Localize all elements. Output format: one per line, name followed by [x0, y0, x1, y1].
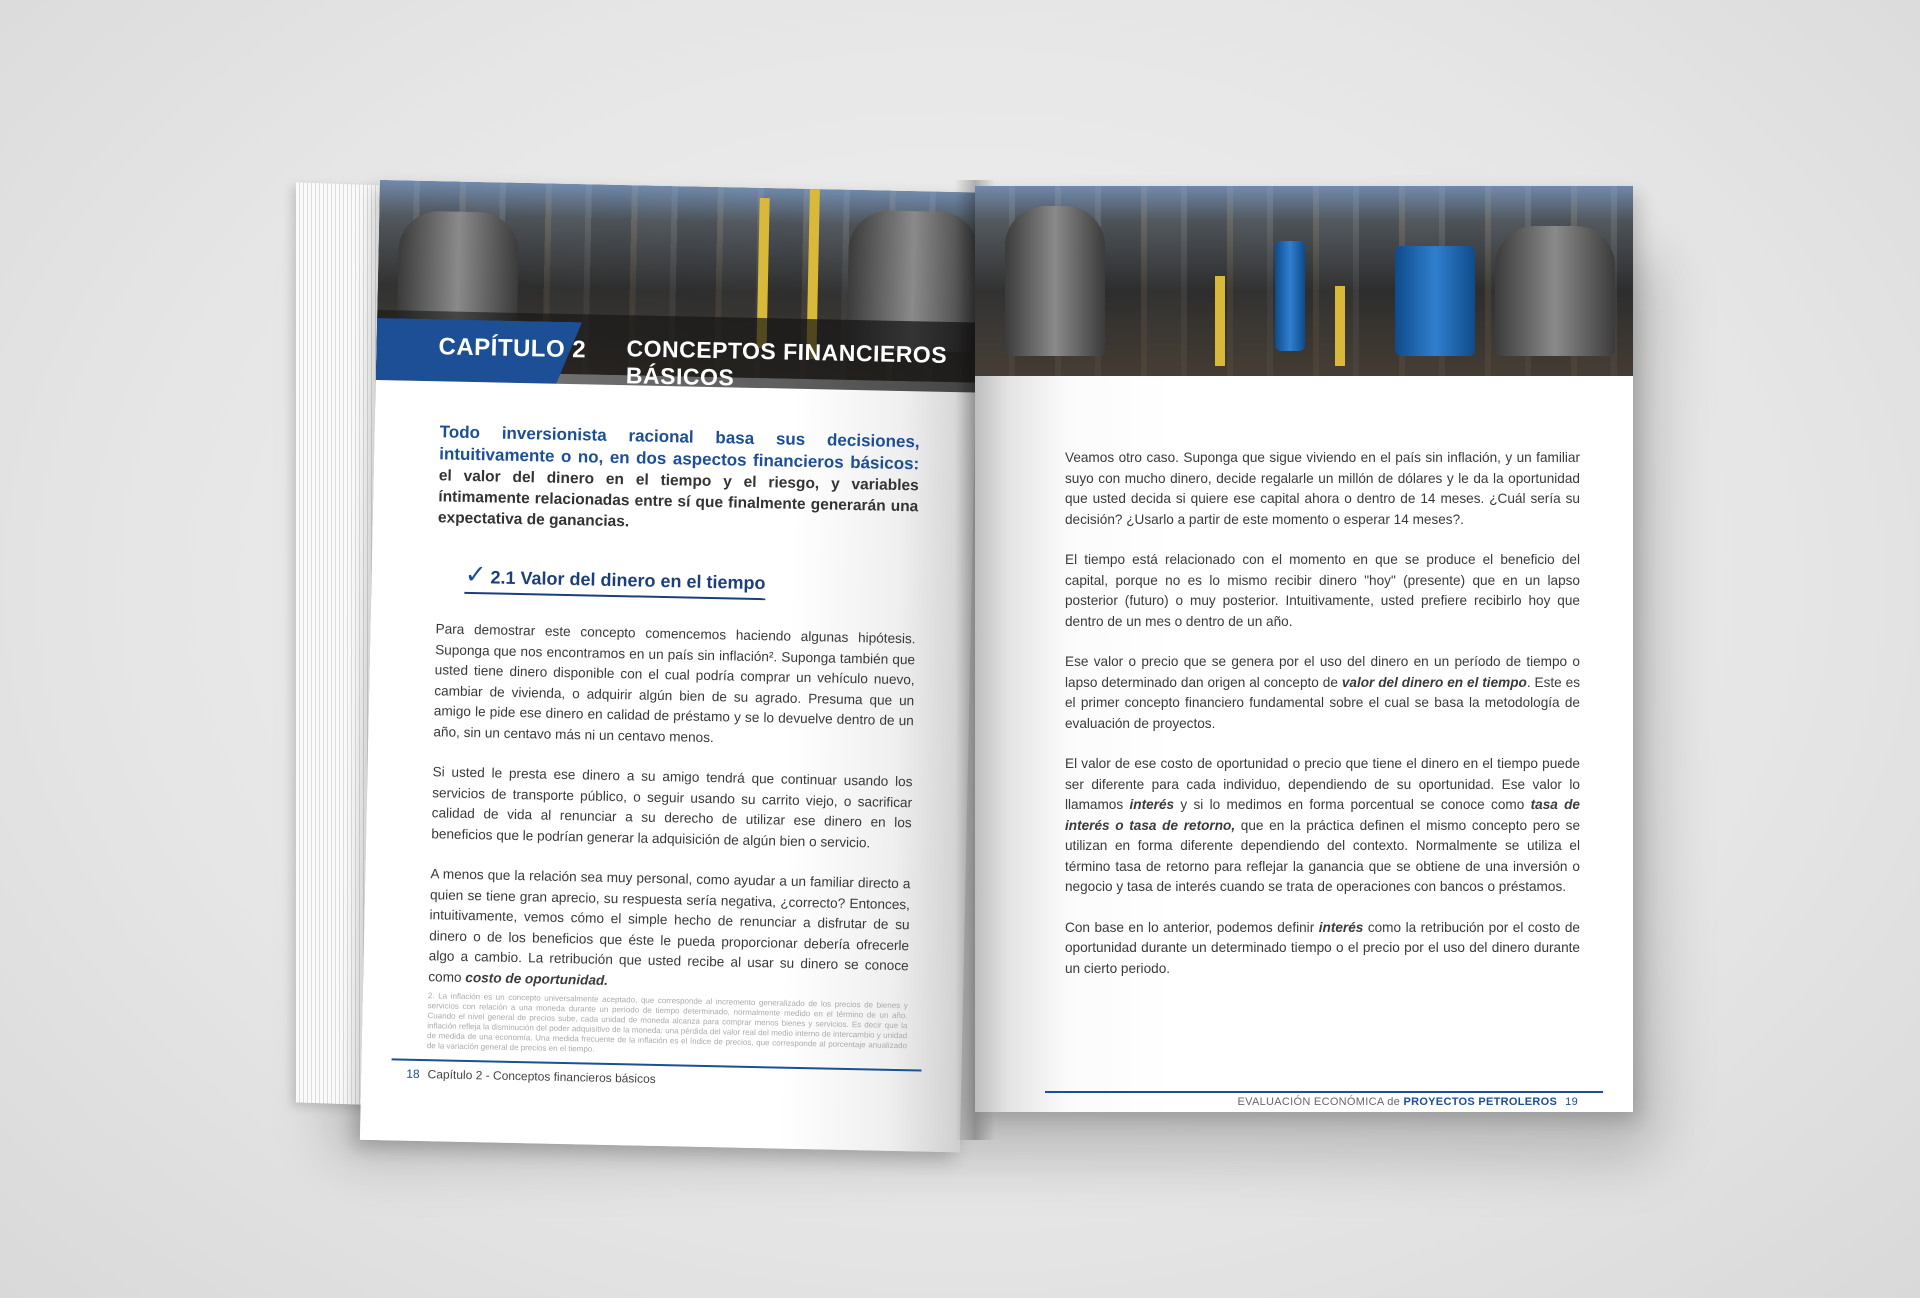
right-paragraph-5-a: Con base en lo anterior, podemos definir — [1065, 919, 1319, 935]
blue-tank — [1395, 246, 1475, 356]
right-paragraph-5-emphasis: interés — [1318, 919, 1364, 935]
right-paragraph-3-a: Ese valor o precio que se genera por el uso del dinero en un período de tiempo o lapso determinado dan origen al concepto de — [1065, 654, 1580, 690]
paragraph-3-emphasis: costo de oportunidad. — [465, 969, 609, 988]
footer-rule-right — [1045, 1091, 1603, 1093]
right-paragraph-4-emphasis-2: tasa de interés o tasa de retorno, — [1065, 797, 1580, 833]
checkmark-icon: ✓ — [464, 558, 487, 590]
paragraph-1: Para demostrar este concepto comencemos haciendo algunas hipótesis. Suponga que nos encontramos en un país sin inflación². Suponga también que usted tiene dinero disponible con el cual podría comprar un vehículo nuevo, cambiar de vivienda, o adquirir algún bien de su agrado. Presuma que un amigo le pide ese dinero en calidad de préstamo y se lo devuelve dentro de un año, sin un centavo más ni un centavo menos. — [433, 621, 916, 745]
right-paragraph-4-c: que en la práctica definen el mismo concepto pero se utilizan en forma diferente dependiendo del contexto. Normalmente se utiliza el término tasa de retorno para reflejar la ganancia que se obtiene de una inversión o negocio y tasa de interés cuando se trata de operaciones con bancos o préstamos. — [1065, 817, 1581, 894]
intro-highlight: Todo inversionista racional basa sus decisiones, intuitivamente o no, en dos aspectos financieros básicos: — [439, 422, 920, 474]
footer-book-accent: PROYECTOS PETROLEROS — [1403, 1096, 1558, 1108]
footer-left — [406, 1067, 656, 1086]
tank-shape — [1495, 226, 1615, 356]
right-paragraph-3 — [1065, 652, 1580, 734]
industrial-photo-banner-right — [975, 186, 1633, 376]
paragraph-3 — [428, 864, 910, 997]
right-paragraph-3-b: . Este es el primer concepto financiero fundamental sobre el cual se basa la metodología de evaluación de proyectos. — [1065, 674, 1581, 731]
chapter-title: CONCEPTOS FINANCIEROS BÁSICOS — [625, 335, 948, 391]
chapter-label: CAPÍTULO 2 — [438, 333, 587, 364]
intro-paragraph — [438, 421, 920, 538]
yellow-pipe — [1215, 276, 1225, 366]
yellow-pipe — [1335, 286, 1345, 366]
footnote: 2. La inflación es un concepto universalmente aceptado, que corresponde al incremento generalizado de los precios de bienes y servicios con relación a una moneda durante un período de tiempo determinado, normalmente medido en el término de un año. Cuando el nivel general de precios sube, cada unidad de moneda alcanza para comprar menos bienes y servicios. Es decir que la inflación refleja la disminución del poder adquisitivo de la moneda: una pérdida del valor real del medio interno de intercambio y unidad de medida de una economía. Una medida frecuente de la inflación es el índice de precios, que corresponde al porcentaje anualizado de la variación general de precios en el tiempo. — [426, 991, 908, 1054]
section-title: 2.1 Valor del dinero en el tiempo — [490, 567, 766, 594]
page-number-left: 18 — [406, 1066, 420, 1082]
footer-chapter-text: Capítulo 2 - Conceptos financieros básicos — [427, 1067, 656, 1086]
right-paragraph-2: El tiempo está relacionado con el momento en que se produce el beneficio del capital, porque no es lo mismo recibir dinero "hoy" (presente) que en un lapso posterior (futuro) o muy posterior. Intuitivamente, usted prefiere recibirlo hoy que dentro de un mes o dentro de un año. — [1065, 552, 1580, 629]
right-paragraph-4-emphasis-1: interés — [1129, 797, 1175, 812]
page-number-right: 19 — [1565, 1096, 1578, 1108]
footer-book-title: EVALUACIÓN ECONÓMICA — [1237, 1096, 1384, 1108]
footer-right — [1237, 1096, 1578, 1108]
right-paragraph-5 — [1065, 918, 1580, 980]
right-paragraph-1: Veamos otro caso. Suponga que sigue viviendo en el país sin inflación, y un familiar suyo con mucho dinero, decide regalarle un millón de dólares y le da la oportunidad que usted decida si quiere ese capital ahora o dentro de 14 meses. ¿Cuál sería su decisión? ¿Usarlo a partir de este momento o esperar 14 meses?. — [1065, 450, 1580, 527]
paragraph-2: Si usted le presta ese dinero a su amigo tendrá que continuar usando los servicios de transporte público, o seguir usando su carrito viejo, o sacrificar calidad de vida al renunciar a su derecho de utilizar ese dinero en los beneficios que le podrían generar la adquisición de algún bien o servicio. — [431, 764, 913, 850]
tank-shape — [1005, 206, 1105, 356]
footer-de: de — [1383, 1096, 1404, 1108]
right-paragraph-4 — [1065, 754, 1580, 898]
right-page — [975, 186, 1633, 1112]
section-heading — [464, 559, 766, 600]
right-paragraph-4-b: y si lo medimos en forma porcentual se conoce como — [1174, 797, 1531, 812]
right-paragraph-5-b: como la retribución por el costo de oportunidad durante un determinado tiempo o el precio por el uso del dinero durante un cierto periodo. — [1065, 919, 1580, 976]
blue-tank — [1275, 241, 1305, 351]
right-content — [1065, 448, 1580, 999]
left-page — [360, 180, 980, 1152]
right-paragraph-3-emphasis: valor del dinero en el tiempo — [1341, 674, 1527, 690]
right-paragraph-4-a: El valor de ese costo de oportunidad o precio que tiene el dinero en el tiempo puede ser diferente para cada individuo, dependiendo de su oportunidad. Ese valor lo llamamos — [1065, 756, 1580, 812]
intro-rest: el valor del dinero en el tiempo y el riesgo, y variables íntimamente relacionadas entre sí que finalmente generarán una expectativa de ganancias. — [437, 467, 919, 531]
left-content — [428, 421, 920, 1017]
paragraph-3-text: A menos que la relación sea muy personal, como ayudar a un familiar directo a quien se tiene gran aprecio, su respuesta sería negativa, ¿correcto? Entonces, intuitivamente, vemos cómo el simple hecho de renunciar a disfrutar de su dinero o de los beneficios que éste le pueda proporcionar debería ofrecerle algo a cambio. La retribución que usted recibe al usar su dinero se conoce como — [428, 866, 911, 985]
